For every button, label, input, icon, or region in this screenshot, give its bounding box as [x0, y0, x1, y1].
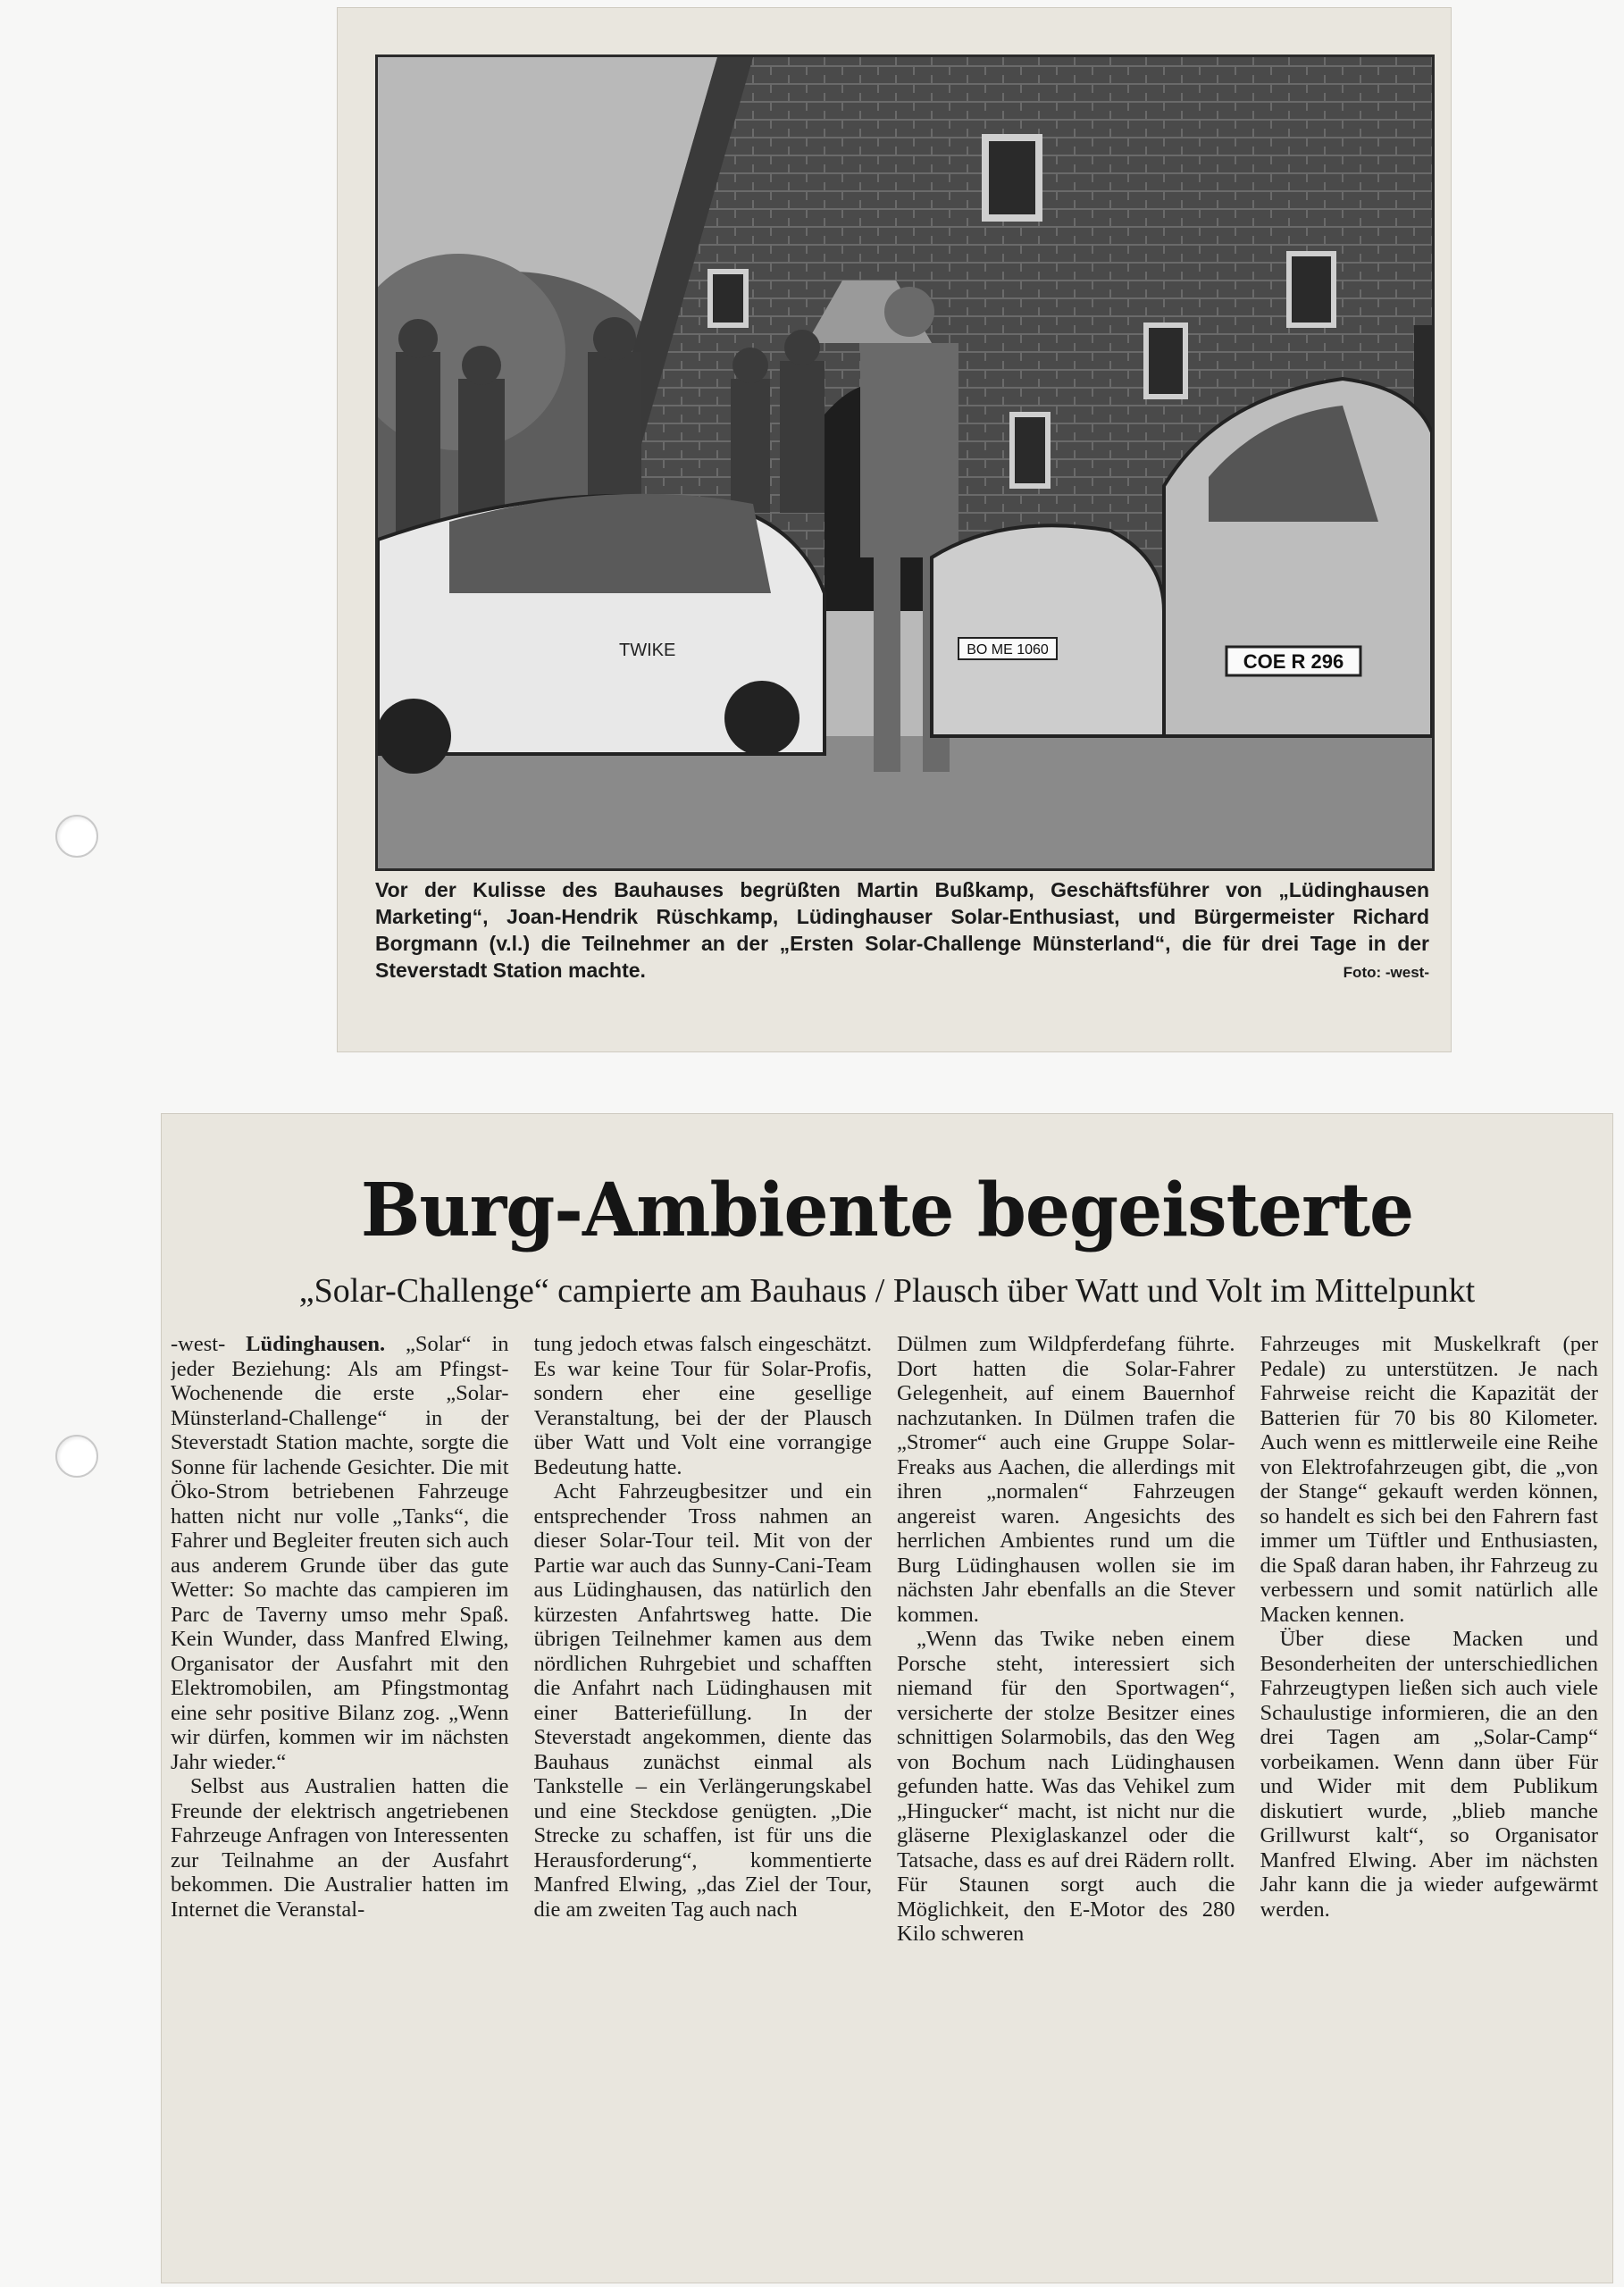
article-text: „Solar“ in jeder Beziehung: Als am Pfingst-Wochenende die erste „Solar-Münsterland-Challenge“ in der Steverstadt Station machte, sorgte die Sonne für lachende Gesichter. Die mit Öko-Strom betriebenen Fahrzeuge hatten nicht nur volle „Tanks“, die Fahrer und Begleiter freuten sich auch aus anderem Grunde über das gute Wetter: So machte das campieren im Parc de Taverny umso mehr Spaß. Kein Wunder, dass Manfred Elwing, Organisator der Ausfahrt mit den Elektromobilen, am Pfingstmontag eine sehr positive Bilanz zog. „Wenn wir dürfen, kommen wir im nächsten Jahr wieder.“	[171, 1332, 509, 1774]
photo-credit: Foto: -west-	[1343, 964, 1429, 981]
article-paragraph: „Wenn das Twike neben einem Porsche steht, interessiert sich niemand für den Sportwagen“, versicherte der stolze Besitzer eines schnittigen Solarmobils, das den Weg von Bochum nach Lüdinghausen gefunden hatte. Was das Vehikel zum „Hingucker“ macht, ist nicht nur die gläserne Plexiglaskanzel oder die Tatsache, dass es auf drei Rädern rollt. Für Staunen sorgt auch die Möglichkeit, den E-Motor des 280 Kilo schweren	[897, 1627, 1235, 1946]
car-brand-label: TWIKE	[619, 641, 676, 660]
license-plate-left: BO ME 1060	[967, 642, 1049, 658]
article-prefix: -west-	[171, 1332, 226, 1356]
article-paragraph: tung jedoch etwas falsch eingeschätzt. Es war keine Tour für Solar-Profis, sondern eher eine gesellige Veranstaltung, bei der der Plausch über Watt und Volt eine vorrangige Bedeutung hatte.	[533, 1332, 872, 1479]
article-subhead: „Solar-Challenge“ campierte am Bauhaus / Plausch über Watt und Volt im Mittelpunkt	[298, 1272, 1476, 1310]
photo-illustration	[378, 57, 1432, 868]
article-dateline: Lüdinghausen.	[246, 1332, 386, 1356]
article-paragraph: Acht Fahrzeugbesitzer und ein entsprechender Tross nahmen an dieser Solar-Tour teil. Mit von der Partie war auch das Sunny-Cani-Team aus Lüdinghausen, das natürlich den kürzesten Anfahrtsweg hatte. Die übrigen Teilnehmer kamen aus dem nördlichen Ruhrgebiet und schafften die Anfahrt nach Lüdinghausen mit einer Batteriefüllung. In der Steverstadt angekommen, diente das Bauhaus zunächst einmal als Tankstelle – ein Verlängerungskabel und eine Steckdose genügten. „Die Strecke zu schaffen, ist für uns die Herausforderung“, kommentierte Manfred Elwing, „das Ziel der Tour, die am zweiten Tag auch nach	[533, 1479, 872, 1922]
punch-hole-top	[55, 815, 98, 858]
news-photo	[375, 54, 1435, 871]
article-paragraph	[171, 1332, 509, 1774]
article-column-4	[1260, 1332, 1599, 2261]
article-paragraph: Über diese Macken und Besonderheiten der unterschiedlichen Fahrzeugtypen ließen sich auch viele Schaulustige informieren, die an den drei Tagen am „Solar-Camp“ vorbeikamen. Wenn dann über Für und Wider mit dem Publikum diskutiert wurde, „blieb manche Grillwurst kalt“, so Organisator Manfred Elwing. Aber im nächsten Jahr kann die ja wieder aufgewärmt werden.	[1260, 1627, 1598, 1922]
article-headline: Burg-Ambiente begeisterte	[360, 1168, 1414, 1253]
article-body	[171, 1332, 1598, 2261]
article-clipping	[161, 1113, 1613, 2283]
article-paragraph: Dülmen zum Wildpferdefang führte. Dort hatten die Solar-Fahrer Gelegenheit, auf einem Bauernhof nachzutanken. In Dülmen trafen die „Stromer“ auch eine Gruppe Solar-Freaks aus Aachen, die allerdings mit ihren „normalen“ Fahrzeugen angereist waren. Angesichts des herrlichen Ambientes rund um die Burg Lüdinghausen wollen sie im nächsten Jahr ebenfalls an die Stever kommen.	[897, 1332, 1235, 1627]
punch-hole-bottom	[55, 1435, 98, 1478]
article-paragraph: Selbst aus Australien hatten die Freunde der elektrisch angetriebenen Fahrzeuge Anfragen von Interessenten zur Teilnahme an der Ausfahrt bekommen. Die Australier hatten im Internet die Veranstal-	[171, 1774, 509, 1922]
article-column-2	[534, 1332, 873, 2261]
caption-text: Vor der Kulisse des Bauhauses begrüßten Martin Bußkamp, Geschäftsführer von „Lüdinghausen Marketing“, Joan-Hendrik Rüschkamp, Lüdinghauser Solar-Enthusiast, und Bürgermeister Richard Borgmann (v.l.) die Teilnehmer an der „Ersten Solar-Challenge Münsterland“, die für drei Tage in der Steverstadt Station machte.	[375, 878, 1429, 982]
article-column-3	[897, 1332, 1235, 2261]
article-paragraph: Fahrzeuges mit Muskelkraft (per Pedale) zu unterstützen. Je nach Fahrweise reicht die Kapazität der Batterien für 70 bis 80 Kilometer. Auch wenn es mittlerweile eine Reihe von Elektrofahrzeugen gibt, die „von der Stange“ gekauft werden können, so handelt es sich bei den Fahrern fast immer um Tüftler und Enthusiasten, die Spaß daran haben, ihr Fahrzeug zu verbessern und somit natürlich alle Macken kennen.	[1260, 1332, 1598, 1627]
photo-caption	[375, 876, 1429, 986]
photo-clipping	[337, 7, 1452, 1052]
license-plate-right: COE R 296	[1243, 650, 1344, 673]
article-column-1	[171, 1332, 509, 2261]
